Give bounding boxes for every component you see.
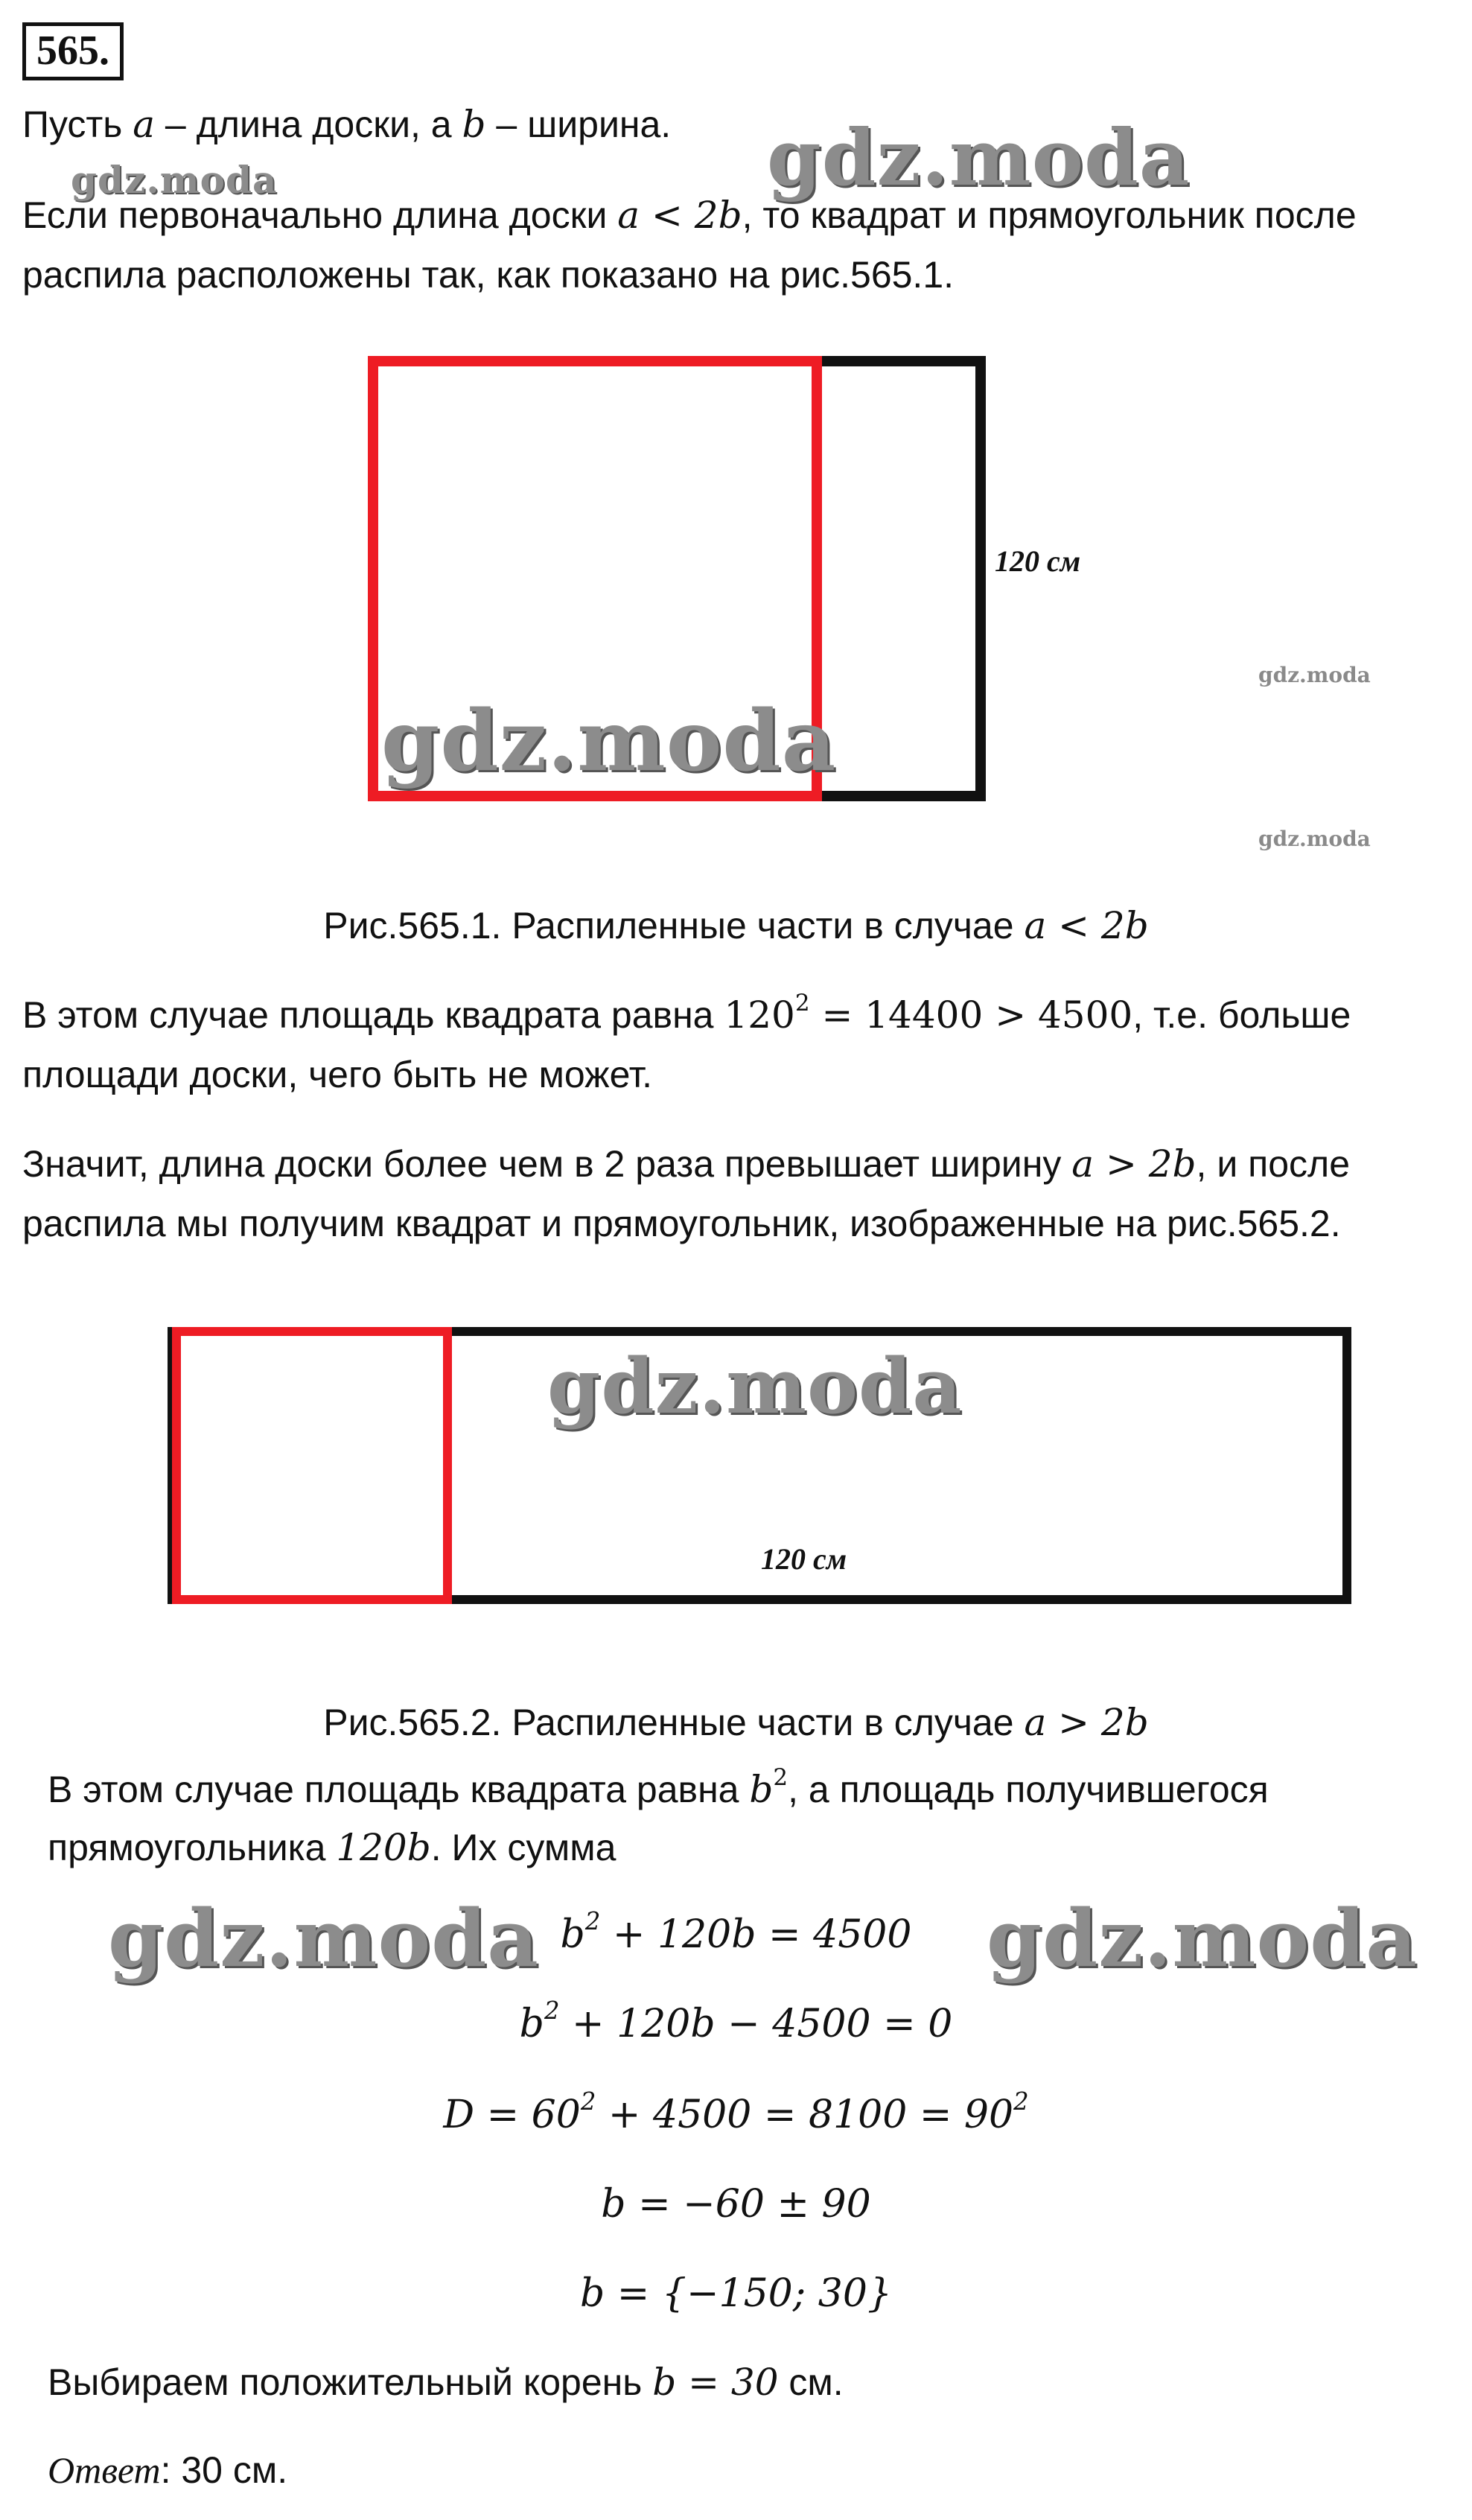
paragraph-case-2-area: В этом случае площадь квадрата равна $b^2$, а площадь получившегося: [48, 1763, 1269, 1811]
equation-sum: $b^2 + 120b = 4500$: [560, 1906, 912, 1957]
paragraph-case-1-area-line2: площади доски, чего быть не может.: [22, 1054, 653, 1095]
dimension-label-fig2: 120 см: [761, 1542, 847, 1576]
watermark: gdz.moda: [767, 112, 1191, 203]
paragraph-choose-root: Выбираем положительный корень b = 30 см.: [48, 2361, 844, 2404]
paragraph-case-2-area-line2: прямоугольника 120b. Их сумма: [48, 1826, 616, 1869]
watermark: gdz.moda: [108, 1891, 539, 1985]
problem-number: 565.: [22, 22, 124, 80]
watermark: gdz.moda: [1258, 663, 1371, 687]
watermark: gdz.moda: [987, 1891, 1418, 1985]
paragraph-case-1-area: В этом случае площадь квадрата равна $120^2 = 14400 > 4500$, т.е. больше: [22, 989, 1351, 1037]
paragraph-case-1-intro: Если первоначально длина доски a < 2b, то квадрат и прямоугольник после: [22, 194, 1357, 237]
dimension-label-fig1: 120 см: [995, 544, 1081, 578]
equation-discriminant: $D = 60^2 + 4500 = 8100 = 90^2$: [443, 2087, 1029, 2137]
watermark: gdz.moda: [381, 693, 837, 790]
figure2-caption: Рис.565.2. Распиленные части в случае a > 2b: [323, 1701, 1149, 1744]
equation-roots-formula: b = −60 ± 90: [601, 2182, 871, 2227]
watermark: gdz.moda: [71, 158, 278, 202]
equation-quadratic: $b^2 + 120b - 4500 = 0$: [519, 1996, 953, 2046]
watermark: gdz.moda: [1258, 827, 1371, 851]
square-fig2: [172, 1327, 452, 1604]
paragraph-case-2-intro: Значит, длина доски более чем в 2 раза превышает ширину a > 2b, и после: [22, 1142, 1351, 1186]
paragraph-definition: Пусть a – длина доски, а b – ширина.: [22, 103, 672, 146]
answer: Ответ: 30 см.: [48, 2449, 288, 2491]
paragraph-case-2-intro-line2: распила мы получим квадрат и прямоугольник, изображенные на рис.565.2.: [22, 1203, 1341, 1244]
equation-roots: b = {−150; 30}: [579, 2271, 893, 2316]
paragraph-case-1-intro-line2: распила расположены так, как показано на рис.565.1.: [22, 254, 955, 296]
watermark: gdz.moda: [547, 1342, 963, 1431]
figure1-caption: Рис.565.1. Распиленные части в случае a < 2b: [323, 904, 1149, 947]
